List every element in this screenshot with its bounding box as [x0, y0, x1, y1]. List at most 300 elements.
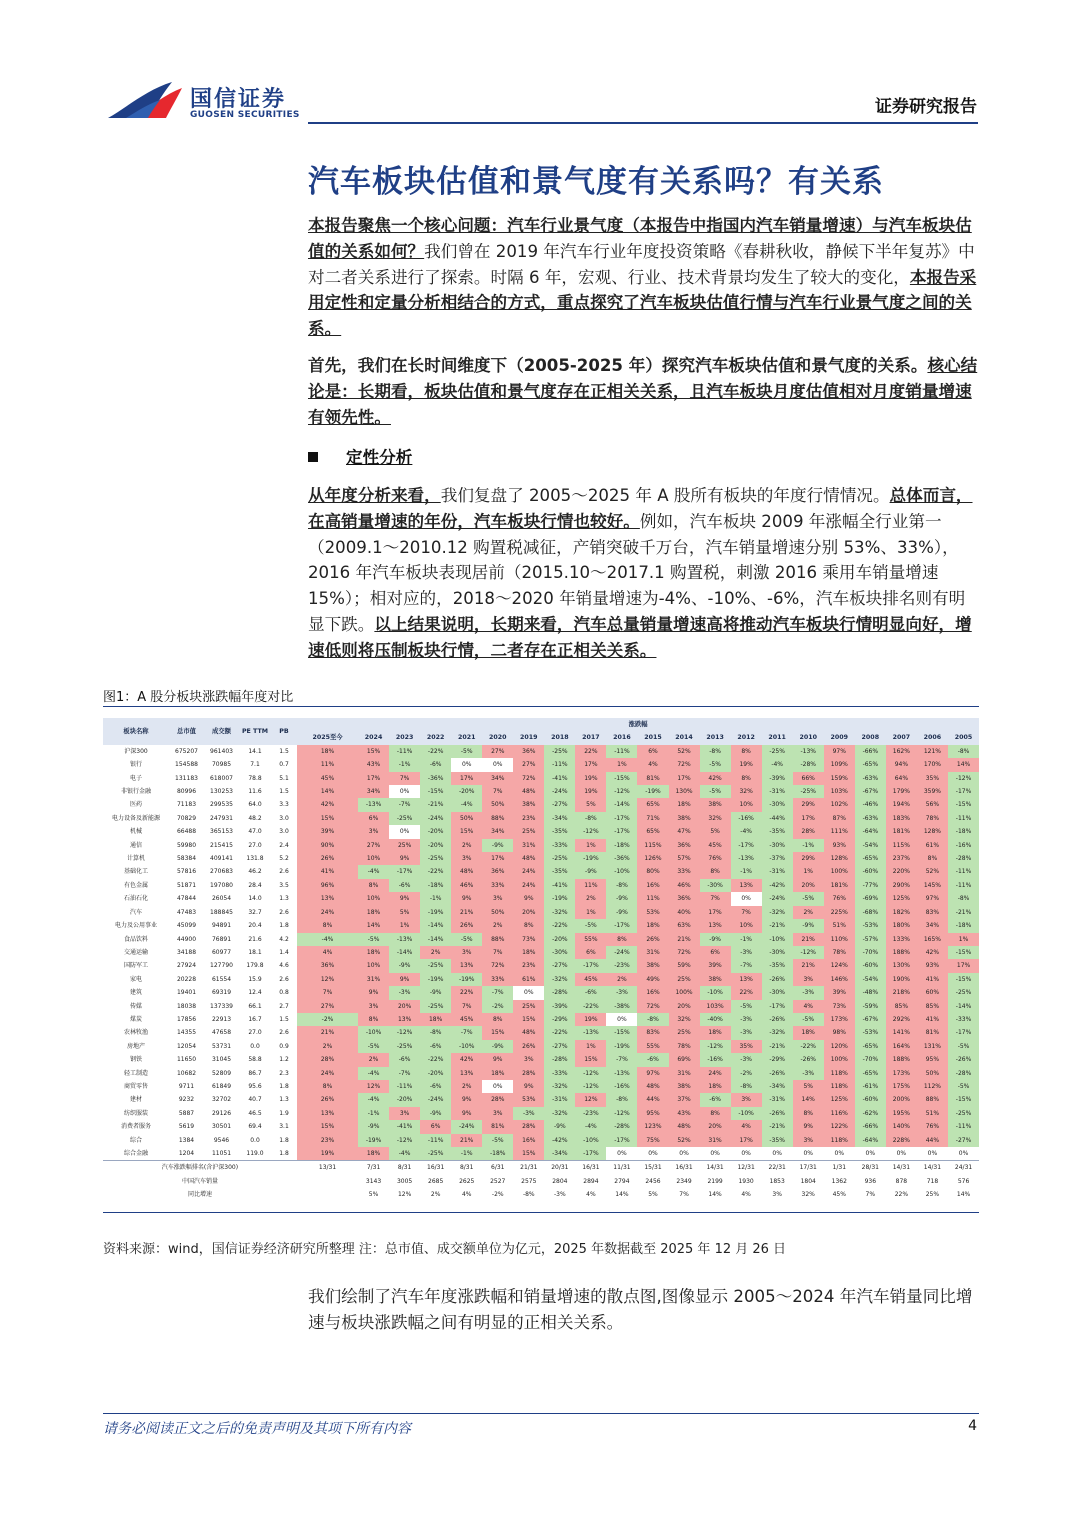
return-cell: 13%	[700, 919, 731, 932]
row-value-cell: 2527	[490, 1177, 506, 1185]
metric-cell: 80996	[176, 788, 197, 796]
metric-cell: 14355	[176, 1029, 197, 1037]
return-cell: -63%	[855, 772, 886, 785]
metric-cell: 12.4	[248, 989, 262, 997]
paragraph-conclusion	[308, 353, 978, 430]
row-value-cell: 1930	[738, 1177, 754, 1185]
return-cell: 14%	[358, 919, 389, 932]
sector-name-cell: 医药	[129, 801, 142, 809]
return-cell: -68%	[855, 906, 886, 919]
return-cell: -17%	[762, 1000, 793, 1013]
return-cell: 38%	[669, 812, 700, 825]
return-cell: -33%	[544, 1067, 575, 1080]
row-value-cell: 6/31	[482, 1161, 513, 1175]
return-cell: -6%	[389, 1053, 420, 1066]
return-cell: -16%	[700, 1053, 731, 1066]
return-cell: 130%	[886, 959, 917, 972]
return-cell: -22%	[420, 1053, 451, 1066]
return-cell: -26%	[793, 1053, 824, 1066]
sector-return-table	[103, 718, 979, 1202]
return-cell: -9%	[606, 892, 637, 905]
sector-name-cell: 基础化工	[123, 868, 148, 876]
return-cell: -4%	[297, 933, 358, 946]
return-cell: -8%	[637, 1013, 668, 1026]
paragraph-intro	[308, 213, 978, 342]
return-cell: 61%	[513, 973, 544, 986]
return-cell: 8%	[358, 1013, 389, 1026]
row-label: 汽车涨跌幅排名(含沪深300)	[103, 1161, 297, 1175]
return-cell: -19%	[637, 785, 668, 798]
return-cell: -32%	[544, 1107, 575, 1120]
return-cell: 95%	[917, 1053, 948, 1066]
return-cell: -12%	[606, 785, 637, 798]
return-cell: 4%	[297, 946, 358, 959]
metric-cell: 14.1	[248, 747, 262, 755]
return-cell: -9%	[575, 865, 606, 878]
row-value-cell: 8/31	[389, 1161, 420, 1175]
return-cell: -5%	[793, 1013, 824, 1026]
return-cell: 181%	[886, 825, 917, 838]
return-cell: -5%	[482, 1134, 513, 1147]
return-cell: 36%	[297, 959, 358, 972]
return-cell: 0%	[824, 1147, 855, 1161]
return-cell: 164%	[886, 1040, 917, 1053]
return-cell: 165%	[917, 933, 948, 946]
return-cell: 194%	[886, 798, 917, 811]
row-value-cell: 1804	[800, 1177, 816, 1185]
return-cell: 35%	[917, 772, 948, 785]
return-cell: 3%	[731, 1093, 762, 1106]
return-cell: 21%	[451, 906, 482, 919]
return-cell: 179%	[886, 785, 917, 798]
return-cell: 48%	[451, 865, 482, 878]
return-cell: -42%	[544, 1134, 575, 1147]
return-cell: -30%	[700, 879, 731, 892]
sector-name-cell: 计算机	[126, 855, 145, 863]
return-cell: 9%	[389, 852, 420, 865]
return-cell: 88%	[482, 933, 513, 946]
return-cell: -11%	[948, 1120, 979, 1133]
group-header: 涨跌幅	[297, 718, 979, 731]
return-cell: -4%	[358, 1067, 389, 1080]
return-cell: 21%	[793, 933, 824, 946]
return-cell: -19%	[420, 906, 451, 919]
return-cell: 0%	[793, 1147, 824, 1161]
row-value-cell: 14/31	[917, 1161, 948, 1175]
annual-lead-text: 从年度分析来看，	[308, 486, 441, 505]
return-cell: 8%	[297, 1080, 358, 1093]
return-cell: 65%	[637, 825, 668, 838]
metric-cell: 3.1	[279, 1123, 289, 1131]
return-cell: 0%	[700, 1147, 731, 1161]
return-cell: -14%	[389, 946, 420, 959]
return-cell: 0%	[389, 825, 420, 838]
return-cell: 17%	[700, 906, 731, 919]
return-cell: -62%	[855, 1107, 886, 1120]
row-value-cell: 1853	[769, 1177, 785, 1185]
metric-cell: 11650	[176, 1056, 197, 1064]
metric-cell: 47.0	[248, 828, 262, 836]
paragraph-annual-analysis	[308, 483, 978, 664]
year-header: 2007	[886, 731, 917, 744]
metric-cell: 18.1	[248, 948, 262, 956]
return-cell: -10%	[575, 1134, 606, 1147]
row-value-cell: 32%	[801, 1191, 815, 1199]
return-cell: 125%	[886, 892, 917, 905]
return-cell: 26%	[637, 933, 668, 946]
return-cell: -22%	[420, 745, 451, 758]
return-cell: 0%	[886, 1147, 917, 1161]
return-cell: -28%	[793, 758, 824, 771]
metric-cell: 52809	[211, 1069, 232, 1077]
return-cell: 11%	[637, 892, 668, 905]
return-cell: 24%	[297, 1067, 358, 1080]
return-cell: 25%	[513, 1000, 544, 1013]
return-cell: 36%	[482, 865, 513, 878]
metric-cell: 19401	[176, 989, 197, 997]
year-header: 2015	[637, 731, 668, 744]
return-cell: -41%	[544, 879, 575, 892]
return-cell: 24%	[700, 1067, 731, 1080]
metric-cell: 11.6	[248, 788, 262, 796]
row-value-cell: 1362	[831, 1177, 847, 1185]
metric-cell: 94891	[211, 922, 232, 930]
return-cell: 4%	[731, 1120, 762, 1133]
return-cell: 116%	[824, 1107, 855, 1120]
return-cell: 31%	[669, 1067, 700, 1080]
return-cell: -17%	[948, 1026, 979, 1039]
sector-name-cell: 汽车	[129, 908, 142, 916]
metric-cell: 44900	[176, 935, 197, 943]
return-cell: -67%	[855, 785, 886, 798]
table-row	[103, 1053, 979, 1066]
return-cell: 2%	[420, 946, 451, 959]
return-cell: 32%	[700, 812, 731, 825]
year-header: 2021	[451, 731, 482, 744]
return-cell: 188%	[886, 946, 917, 959]
return-cell: 21%	[451, 1134, 482, 1147]
metric-cell: 20228	[176, 975, 197, 983]
bullet-square-icon	[308, 452, 318, 462]
return-cell: 32%	[731, 785, 762, 798]
return-cell: 29%	[793, 798, 824, 811]
sector-name-cell: 银行	[129, 761, 142, 769]
return-cell: 6%	[700, 946, 731, 959]
return-cell: 34%	[482, 772, 513, 785]
return-cell: 20%	[700, 1120, 731, 1133]
return-cell: 130%	[669, 785, 700, 798]
metric-cell: 76891	[211, 935, 232, 943]
return-cell: -10%	[451, 1040, 482, 1053]
return-cell: 27%	[482, 745, 513, 758]
return-cell: -6%	[389, 879, 420, 892]
return-cell: 43%	[358, 758, 389, 771]
return-cell: 0%	[731, 892, 762, 905]
return-cell: -13%	[731, 852, 762, 865]
return-cell: 182%	[886, 906, 917, 919]
table-row	[103, 919, 979, 932]
return-cell: 73%	[513, 933, 544, 946]
metric-cell: 66488	[176, 828, 197, 836]
return-cell: 18%	[669, 798, 700, 811]
return-cell: 133%	[886, 933, 917, 946]
metric-cell: 131183	[175, 774, 198, 782]
return-cell: -1%	[389, 758, 420, 771]
metric-cell: 1.8	[279, 1136, 289, 1144]
row-value-cell: 2199	[707, 1177, 723, 1185]
return-cell: -10%	[700, 986, 731, 999]
return-cell: -25%	[420, 959, 451, 972]
metric-cell: 9232	[178, 1096, 195, 1104]
return-cell: -46%	[855, 798, 886, 811]
return-cell: -1%	[731, 933, 762, 946]
return-cell: 170%	[917, 758, 948, 771]
return-cell: -34%	[762, 1080, 793, 1093]
sector-name-cell: 电子	[129, 774, 142, 782]
return-cell: -8%	[606, 879, 637, 892]
return-cell: -17%	[606, 825, 637, 838]
return-cell: 16%	[637, 879, 668, 892]
metric-cell: 1.5	[279, 788, 289, 796]
return-cell: -11%	[389, 1080, 420, 1093]
return-cell: 23%	[513, 959, 544, 972]
return-cell: 6%	[358, 812, 389, 825]
result-text: 以上结果说明，长期来看，汽车总量销量增速高将推动汽车板块行情明显向好，增速低则将压制板块行情，二者存在正相关关系。	[308, 614, 972, 660]
return-cell: 6%	[575, 946, 606, 959]
return-cell: -20%	[420, 1067, 451, 1080]
sector-name-cell: 家电	[129, 975, 142, 983]
return-cell: -5%	[948, 1080, 979, 1093]
return-cell: 0%	[389, 785, 420, 798]
return-cell: 1%	[606, 758, 637, 771]
return-cell: 15%	[482, 1026, 513, 1039]
return-cell: 59%	[669, 959, 700, 972]
return-cell: -25%	[948, 986, 979, 999]
return-cell: 17%	[575, 758, 606, 771]
scope-text: 首先，我们在长时间维度下（2005-2025 年）探究汽车板块估值和景气度的关系。	[308, 356, 928, 375]
table-row	[103, 1026, 979, 1039]
return-cell: 24%	[513, 865, 544, 878]
return-cell: 90%	[297, 839, 358, 852]
return-cell: -6%	[420, 758, 451, 771]
return-cell: 1%	[575, 906, 606, 919]
return-cell: 18%	[358, 946, 389, 959]
return-cell: 18%	[700, 1080, 731, 1093]
return-cell: -1%	[451, 1147, 482, 1161]
return-cell: -7%	[451, 1026, 482, 1039]
return-cell: -41%	[389, 1120, 420, 1133]
row-value-cell: 2349	[676, 1177, 692, 1185]
return-cell: -66%	[855, 745, 886, 758]
return-cell: 0%	[637, 1147, 668, 1161]
return-cell: -54%	[855, 839, 886, 852]
return-cell: -19%	[358, 1134, 389, 1147]
return-cell: 100%	[669, 986, 700, 999]
return-cell: 26%	[451, 919, 482, 932]
return-cell: 24%	[513, 879, 544, 892]
return-cell: -4%	[358, 1093, 389, 1106]
return-cell: 76%	[917, 1120, 948, 1133]
return-cell: 45%	[297, 772, 358, 785]
sector-name-cell: 钢铁	[129, 1056, 142, 1064]
return-cell: 31%	[358, 973, 389, 986]
return-cell: -60%	[855, 865, 886, 878]
row-value-cell: 4%	[461, 1191, 472, 1199]
valuation-table	[103, 718, 979, 1202]
return-cell: 118%	[824, 1067, 855, 1080]
return-cell: 20%	[513, 906, 544, 919]
sector-name-cell: 国防军工	[123, 962, 148, 970]
page-number: 4	[968, 1418, 977, 1434]
metric-cell: 10682	[176, 1069, 197, 1077]
return-cell: -22%	[575, 1000, 606, 1013]
return-cell: -33%	[948, 1013, 979, 1026]
return-cell: -19%	[575, 852, 606, 865]
return-cell: 8%	[731, 745, 762, 758]
year-header: 2020	[482, 731, 513, 744]
return-cell: -64%	[855, 825, 886, 838]
year-header: 2012	[731, 731, 762, 744]
return-cell: -13%	[358, 798, 389, 811]
row-value-cell: 11/31	[606, 1161, 637, 1175]
return-cell: 50%	[482, 798, 513, 811]
return-cell: 8%	[482, 1013, 513, 1026]
return-cell: 3%	[389, 1107, 420, 1120]
return-cell: -8%	[575, 812, 606, 825]
return-cell: -7%	[606, 1053, 637, 1066]
return-cell: 27%	[513, 758, 544, 771]
return-cell: -8%	[948, 745, 979, 758]
sector-name-cell: 煤炭	[129, 1015, 142, 1023]
return-cell: -5%	[700, 785, 731, 798]
return-cell: 95%	[637, 1107, 668, 1120]
return-cell: -30%	[762, 986, 793, 999]
return-cell: -35%	[544, 825, 575, 838]
return-cell: 1%	[575, 839, 606, 852]
return-cell: -8%	[731, 1080, 762, 1093]
return-cell: -13%	[793, 745, 824, 758]
return-cell: 57%	[669, 852, 700, 865]
return-cell: 34%	[482, 825, 513, 838]
return-cell: -27%	[544, 1040, 575, 1053]
return-cell: 36%	[669, 839, 700, 852]
return-cell: -2%	[482, 1000, 513, 1013]
metric-cell: 70985	[211, 761, 232, 769]
return-cell: 3%	[482, 1107, 513, 1120]
return-cell: 41%	[917, 973, 948, 986]
return-cell: -13%	[389, 933, 420, 946]
return-cell: 39%	[824, 986, 855, 999]
row-value-cell: 7/31	[358, 1161, 389, 1175]
row-value-cell: 2456	[645, 1177, 661, 1185]
metric-cell: 137339	[210, 1002, 233, 1010]
return-cell: 3%	[358, 1000, 389, 1013]
return-cell: 13%	[451, 1067, 482, 1080]
return-cell: 76%	[824, 892, 855, 905]
return-cell: 8%	[731, 772, 762, 785]
return-cell: 292%	[886, 1013, 917, 1026]
return-cell: -5%	[731, 1000, 762, 1013]
sector-name-cell: 通信	[129, 841, 142, 849]
metric-cell: 197080	[210, 881, 233, 889]
return-cell: 51%	[824, 919, 855, 932]
return-cell: -17%	[575, 959, 606, 972]
return-cell: 7%	[482, 785, 513, 798]
row-value-cell: 2804	[552, 1177, 568, 1185]
return-cell: 88%	[917, 1093, 948, 1106]
return-cell: -66%	[855, 1120, 886, 1133]
return-cell: -42%	[762, 879, 793, 892]
metric-cell: 2.6	[279, 975, 289, 983]
return-cell: 188%	[886, 1053, 917, 1066]
return-cell: 20%	[389, 1000, 420, 1013]
table-row	[103, 1067, 979, 1080]
return-cell: 3%	[482, 892, 513, 905]
return-cell: 145%	[917, 879, 948, 892]
sector-name-cell: 电力及公用事业	[114, 922, 157, 930]
return-cell: -3%	[513, 1107, 544, 1120]
year-header: 2006	[917, 731, 948, 744]
return-cell: 3%	[451, 852, 482, 865]
return-cell: -59%	[855, 1000, 886, 1013]
return-cell: 2%	[451, 1080, 482, 1093]
return-cell: -25%	[948, 1107, 979, 1120]
return-cell: 35%	[731, 1040, 762, 1053]
return-cell: -15%	[948, 1093, 979, 1106]
return-cell: 71%	[637, 812, 668, 825]
metric-cell: 29126	[211, 1109, 232, 1117]
return-cell: 7%	[389, 772, 420, 785]
return-cell: -26%	[762, 1013, 793, 1026]
sector-name-cell: 商贸零售	[123, 1082, 148, 1090]
metric-cell: 0.9	[279, 1042, 289, 1050]
return-cell: -15%	[948, 973, 979, 986]
return-cell: 87%	[824, 812, 855, 825]
table-row	[103, 1093, 979, 1106]
return-cell: 40%	[669, 906, 700, 919]
return-cell: 69%	[669, 1053, 700, 1066]
return-cell: -16%	[606, 1080, 637, 1093]
return-cell: 19%	[297, 1147, 358, 1161]
row-value-cell: 3005	[396, 1177, 413, 1185]
row-value-cell: 4%	[586, 1191, 596, 1199]
return-cell: 13%	[731, 973, 762, 986]
return-cell: -5%	[451, 745, 482, 758]
row-value-cell: 12/31	[731, 1161, 762, 1175]
table-row	[103, 1000, 979, 1013]
return-cell: -31%	[762, 785, 793, 798]
return-cell: -35%	[762, 825, 793, 838]
return-cell: 52%	[669, 1134, 700, 1147]
return-cell: -11%	[420, 1134, 451, 1147]
return-cell: -8%	[420, 1026, 451, 1039]
growth-row	[103, 1188, 979, 1201]
metric-cell: 27924	[176, 962, 197, 970]
return-cell: 12%	[297, 973, 358, 986]
row-value-cell: 25%	[925, 1191, 940, 1199]
table-row	[103, 906, 979, 919]
guosen-logo-icon	[106, 78, 184, 122]
table-row	[103, 745, 979, 758]
return-cell: 18%	[420, 1013, 451, 1026]
return-cell: -38%	[606, 1000, 637, 1013]
return-cell: 36%	[669, 892, 700, 905]
return-cell: -25%	[420, 1147, 451, 1161]
metric-cell: 3.3	[279, 801, 289, 809]
table-row	[103, 1040, 979, 1053]
metric-cell: 1.4	[279, 948, 289, 956]
year-header: 2022	[420, 731, 451, 744]
